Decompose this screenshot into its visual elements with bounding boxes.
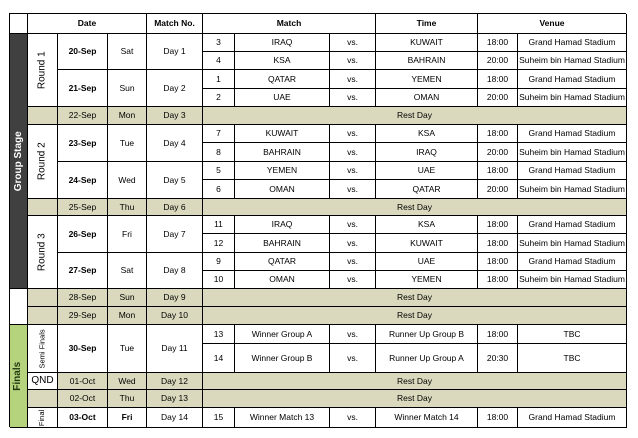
match-number-cell: 3	[203, 34, 235, 52]
date-cell: 30-Sep	[58, 325, 108, 373]
kickoff-time-cell: 18:00	[478, 70, 518, 89]
weekday-cell: Fri	[108, 216, 147, 253]
sub-group-label	[28, 373, 58, 390]
home-team-cell: BAHRAIN	[235, 234, 330, 253]
match-number-cell: 15	[203, 408, 235, 428]
vs-cell: vs.	[330, 180, 376, 199]
sub-group-label	[28, 408, 58, 428]
sub-blank-cell	[28, 199, 58, 216]
sub-group-label	[28, 325, 58, 373]
weekday-cell: Sun	[108, 70, 147, 107]
match-number-cell: 11	[203, 216, 235, 234]
sub-group-text: Round 1	[36, 51, 48, 89]
kickoff-time-cell: 20:00	[478, 143, 518, 162]
venue-cell: Grand Hamad Stadium	[518, 216, 627, 234]
kickoff-time-cell: 18:00	[478, 253, 518, 271]
sub-blank-cell	[28, 289, 58, 307]
away-team-cell: KUWAIT	[376, 34, 478, 52]
day-number-cell: Day 12	[147, 373, 203, 390]
kickoff-time-cell: 18:00	[478, 325, 518, 344]
home-team-cell: QATAR	[235, 253, 330, 271]
rest-day-cell: Rest Day	[203, 107, 627, 125]
day-number-cell: Day 4	[147, 125, 203, 162]
away-team-cell: Runner Up Group A	[376, 344, 478, 373]
home-team-cell: Winner Match 13	[235, 408, 330, 428]
away-team-cell: KSA	[376, 216, 478, 234]
vs-cell: vs.	[330, 143, 376, 162]
sub-group-label	[28, 34, 58, 107]
venue-cell: Suheim bin Hamad Stadium	[518, 271, 627, 289]
date-cell: 21-Sep	[58, 70, 108, 107]
match-number-cell: 1	[203, 70, 235, 89]
venue-cell: TBC	[518, 325, 627, 344]
weekday-cell: Mon	[108, 307, 147, 325]
sub-group-text: QND	[31, 374, 54, 386]
kickoff-time-cell: 18:00	[478, 271, 518, 289]
weekday-cell: Wed	[108, 162, 147, 199]
kickoff-time-cell: 20:00	[478, 52, 518, 70]
away-team-cell: QATAR	[376, 180, 478, 199]
date-cell: 23-Sep	[58, 125, 108, 162]
vs-cell: vs.	[330, 89, 376, 107]
vs-cell: vs.	[330, 125, 376, 143]
header-venue: Venue	[478, 14, 627, 34]
rest-day-cell: Rest Day	[203, 307, 627, 325]
rest-day-cell: Rest Day	[203, 289, 627, 307]
header-blank	[10, 14, 28, 34]
match-number-cell: 8	[203, 143, 235, 162]
vs-cell: vs.	[330, 234, 376, 253]
match-number-cell: 2	[203, 89, 235, 107]
kickoff-time-cell: 20:00	[478, 89, 518, 107]
venue-cell: Grand Hamad Stadium	[518, 125, 627, 143]
day-number-cell: Day 14	[147, 408, 203, 428]
away-team-cell: BAHRAIN	[376, 52, 478, 70]
vs-cell: vs.	[330, 52, 376, 70]
weekday-cell: Sat	[108, 34, 147, 70]
group-stage-band	[10, 34, 28, 289]
sub-blank-cell	[28, 307, 58, 325]
venue-cell: Suheim bin Hamad Stadium	[518, 234, 627, 253]
vs-cell: vs.	[330, 253, 376, 271]
weekday-cell: Sat	[108, 253, 147, 289]
match-number-cell: 12	[203, 234, 235, 253]
match-number-cell: 7	[203, 125, 235, 143]
sub-group-text: Semi Finals	[37, 328, 47, 369]
match-number-cell: 4	[203, 52, 235, 70]
away-team-cell: Winner Match 14	[376, 408, 478, 428]
band-gap-cell	[10, 289, 28, 325]
vs-cell: vs.	[330, 408, 376, 428]
away-team-cell: KSA	[376, 125, 478, 143]
away-team-cell: Runner Up Group B	[376, 325, 478, 344]
weekday-cell: Thu	[108, 390, 147, 408]
header-time: Time	[376, 14, 478, 34]
sub-group-text: Round 2	[36, 142, 48, 181]
venue-cell: Grand Hamad Stadium	[518, 408, 627, 428]
sub-group-text: Final	[37, 409, 47, 426]
kickoff-time-cell: 18:00	[478, 234, 518, 253]
venue-cell: Suheim bin Hamad Stadium	[518, 180, 627, 199]
day-number-cell: Day 7	[147, 216, 203, 253]
weekday-cell: Tue	[108, 125, 147, 162]
date-cell: 22-Sep	[58, 107, 108, 125]
kickoff-time-cell: 18:00	[478, 162, 518, 180]
venue-cell: Suheim bin Hamad Stadium	[518, 89, 627, 107]
day-number-cell: Day 2	[147, 70, 203, 107]
match-number-cell: 13	[203, 325, 235, 344]
kickoff-time-cell: 18:00	[478, 125, 518, 143]
rest-day-cell: Rest Day	[203, 373, 627, 390]
stage-label: Group Stage	[12, 130, 24, 192]
kickoff-time-cell: 20:00	[478, 180, 518, 199]
date-cell: 01-Oct	[58, 373, 108, 390]
away-team-cell: YEMEN	[376, 271, 478, 289]
home-team-cell: QATAR	[235, 70, 330, 89]
header-match-no: Match No.	[147, 14, 203, 34]
home-team-cell: KSA	[235, 52, 330, 70]
date-cell: 27-Sep	[58, 253, 108, 289]
weekday-cell: Thu	[108, 199, 147, 216]
day-number-cell: Day 9	[147, 289, 203, 307]
home-team-cell: UAE	[235, 89, 330, 107]
vs-cell: vs.	[330, 325, 376, 344]
day-number-cell: Day 10	[147, 307, 203, 325]
venue-cell: Suheim bin Hamad Stadium	[518, 52, 627, 70]
home-team-cell: IRAQ	[235, 34, 330, 52]
home-team-cell: BAHRAIN	[235, 143, 330, 162]
match-number-cell: 6	[203, 180, 235, 199]
day-number-cell: Day 13	[147, 390, 203, 408]
venue-cell: Grand Hamad Stadium	[518, 253, 627, 271]
match-schedule-table	[9, 13, 626, 427]
home-team-cell: IRAQ	[235, 216, 330, 234]
stage-label: Finals	[12, 361, 24, 391]
weekday-cell: Fri	[108, 408, 147, 428]
venue-cell: Grand Hamad Stadium	[518, 70, 627, 89]
rest-day-cell: Rest Day	[203, 199, 627, 216]
day-number-cell: Day 8	[147, 253, 203, 289]
kickoff-time-cell: 18:00	[478, 34, 518, 52]
sub-group-label	[28, 216, 58, 289]
day-number-cell: Day 3	[147, 107, 203, 125]
finals-band	[10, 325, 28, 428]
vs-cell: vs.	[330, 216, 376, 234]
venue-cell: Suheim bin Hamad Stadium	[518, 143, 627, 162]
date-cell: 28-Sep	[58, 289, 108, 307]
day-number-cell: Day 1	[147, 34, 203, 70]
header-match: Match	[203, 14, 376, 34]
home-team-cell: OMAN	[235, 271, 330, 289]
sub-group-label	[28, 125, 58, 199]
header-date: Date	[28, 14, 147, 34]
match-number-cell: 9	[203, 253, 235, 271]
vs-cell: vs.	[330, 162, 376, 180]
home-team-cell: Winner Group B	[235, 344, 330, 373]
rest-day-cell: Rest Day	[203, 390, 627, 408]
away-team-cell: OMAN	[376, 89, 478, 107]
venue-cell: TBC	[518, 344, 627, 373]
date-cell: 26-Sep	[58, 216, 108, 253]
venue-cell: Grand Hamad Stadium	[518, 162, 627, 180]
weekday-cell: Mon	[108, 107, 147, 125]
vs-cell: vs.	[330, 271, 376, 289]
vs-cell: vs.	[330, 34, 376, 52]
match-number-cell: 10	[203, 271, 235, 289]
kickoff-time-cell: 18:00	[478, 216, 518, 234]
sub-blank-cell	[28, 107, 58, 125]
vs-cell: vs.	[330, 344, 376, 373]
day-number-cell: Day 6	[147, 199, 203, 216]
kickoff-time-cell: 18:00	[478, 408, 518, 428]
sub-blank-cell	[28, 390, 58, 408]
home-team-cell: YEMEN	[235, 162, 330, 180]
away-team-cell: KUWAIT	[376, 234, 478, 253]
match-number-cell: 14	[203, 344, 235, 373]
kickoff-time-cell: 20:30	[478, 344, 518, 373]
date-cell: 02-Oct	[58, 390, 108, 408]
away-team-cell: YEMEN	[376, 70, 478, 89]
home-team-cell: OMAN	[235, 180, 330, 199]
weekday-cell: Tue	[108, 325, 147, 373]
day-number-cell: Day 11	[147, 325, 203, 373]
date-cell: 29-Sep	[58, 307, 108, 325]
away-team-cell: UAE	[376, 162, 478, 180]
weekday-cell: Sun	[108, 289, 147, 307]
day-number-cell: Day 5	[147, 162, 203, 199]
date-cell: 20-Sep	[58, 34, 108, 70]
date-cell: 03-Oct	[58, 408, 108, 428]
venue-cell: Grand Hamad Stadium	[518, 34, 627, 52]
sub-group-text: Round 3	[36, 233, 48, 271]
date-cell: 24-Sep	[58, 162, 108, 199]
date-cell: 25-Sep	[58, 199, 108, 216]
match-number-cell: 5	[203, 162, 235, 180]
weekday-cell: Wed	[108, 373, 147, 390]
away-team-cell: IRAQ	[376, 143, 478, 162]
vs-cell: vs.	[330, 70, 376, 89]
home-team-cell: KUWAIT	[235, 125, 330, 143]
home-team-cell: Winner Group A	[235, 325, 330, 344]
away-team-cell: UAE	[376, 253, 478, 271]
